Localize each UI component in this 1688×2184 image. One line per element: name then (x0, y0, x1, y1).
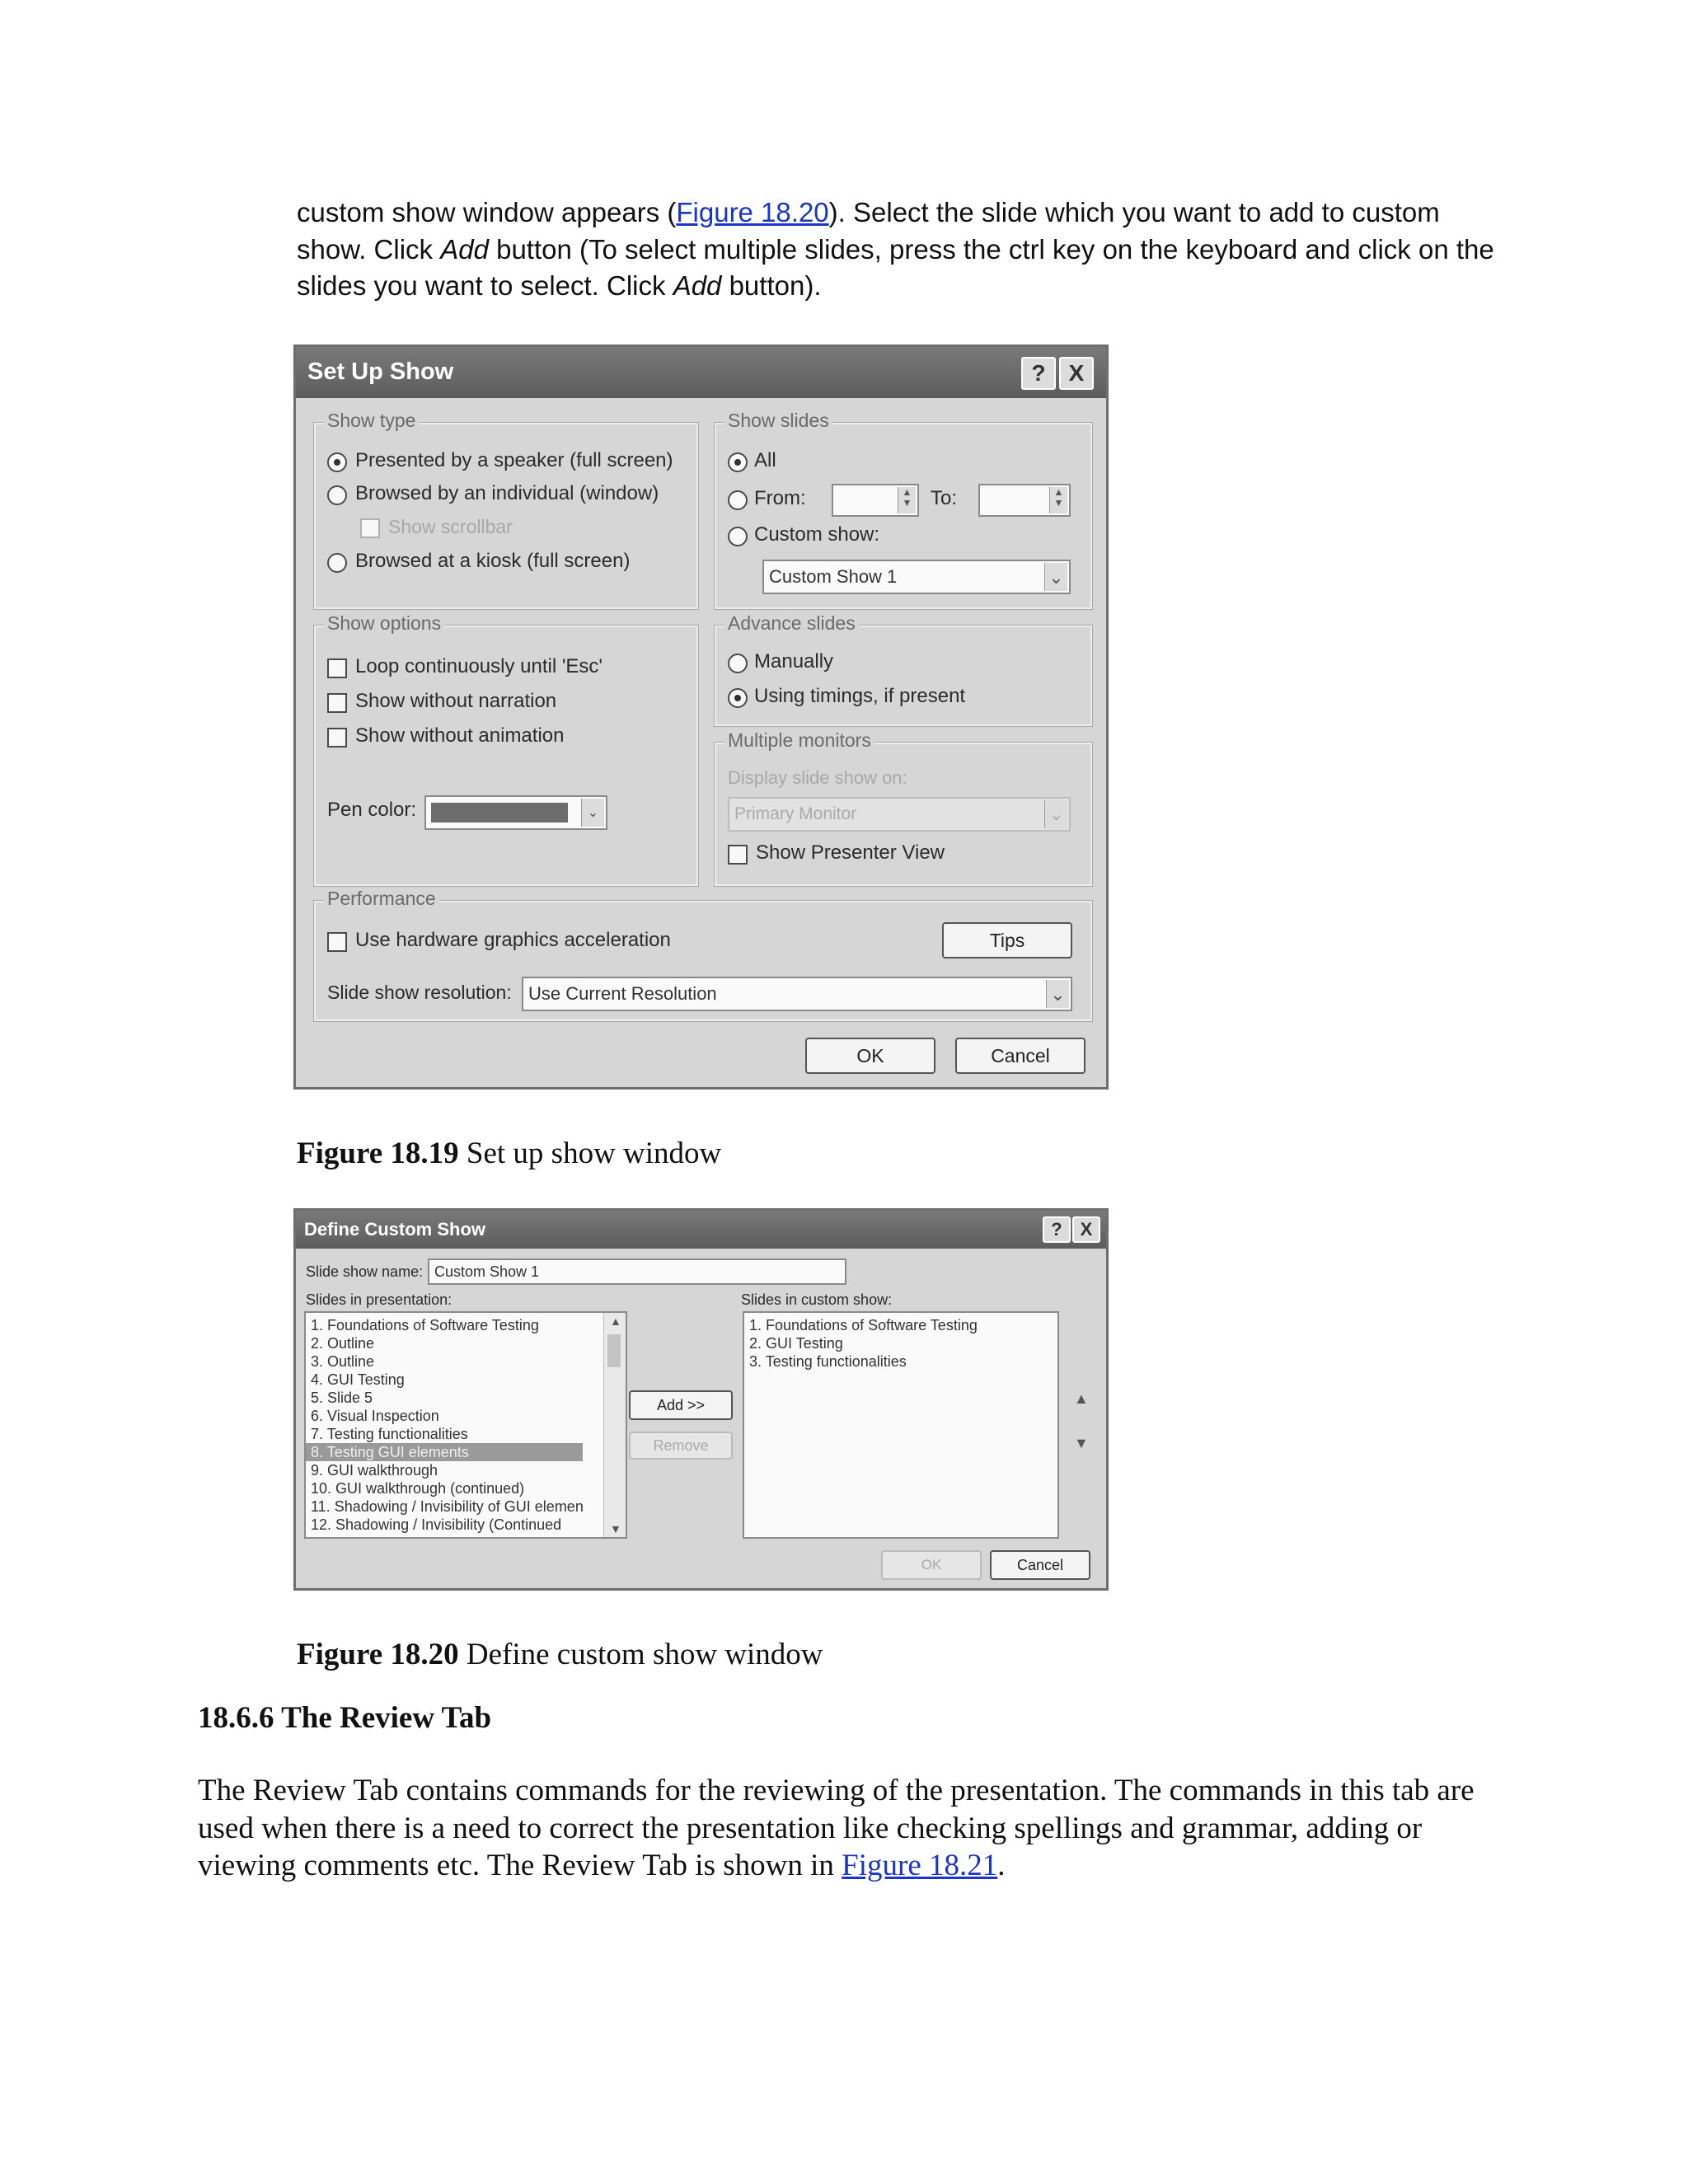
scrollbar[interactable] (603, 1313, 626, 1537)
manually-radio[interactable] (728, 654, 748, 673)
body-paragraph (198, 1772, 1484, 1885)
pen-color-swatch (431, 803, 568, 823)
move-down-icon[interactable]: ▼ (1074, 1435, 1089, 1451)
move-up-icon[interactable]: ▲ (1074, 1390, 1089, 1407)
spinner-arrows-icon[interactable]: ▲ ▼ (1049, 487, 1067, 513)
chevron-down-icon[interactable]: ⌄ (1044, 800, 1067, 828)
list-item[interactable]: 12. Shadowing / Invisibility (Continued (311, 1516, 562, 1533)
custom-show-slides-list[interactable] (743, 1311, 1059, 1539)
display-on-label: Display slide show on: (728, 767, 907, 788)
intro-paragraph (297, 194, 1500, 305)
slide-show-name-value: Custom Show 1 (434, 1263, 540, 1280)
intro-text: button). (721, 270, 822, 301)
cancel-button[interactable]: Cancel (990, 1550, 1090, 1580)
scroll-up-icon[interactable]: ▲ (610, 1315, 621, 1328)
pen-color-label: Pen color: (327, 799, 417, 821)
hw-accel-label: Use hardware graphics acceleration (355, 929, 671, 951)
performance-title: Performance (324, 888, 439, 910)
ok-button[interactable]: OK (805, 1038, 935, 1074)
presenter-view-label: Show Presenter View (756, 841, 945, 864)
browsed-individual-label: Browsed by an individual (window) (355, 482, 659, 504)
loop-checkbox[interactable] (327, 658, 347, 678)
loop-label: Loop continuously until 'Esc' (355, 655, 603, 677)
custom-show-value: Custom Show 1 (769, 566, 898, 587)
intro-text: custom show window appears ( (297, 197, 677, 227)
list-item[interactable]: 3. Testing functionalities (749, 1353, 907, 1370)
define-custom-show-dialog (293, 1208, 1109, 1591)
from-spinner[interactable] (832, 484, 919, 517)
intro-text: ). Select the slide which you want to add to custom show. Click (297, 197, 1440, 265)
body-text: The Review Tab contains commands for the reviewing of the presentation. The commands in this tab are used when there is a need to correct the presentation like checking spellings and grammar, adding or viewing comments etc. The Review Tab is shown in (198, 1774, 1475, 1882)
chevron-down-icon[interactable]: ⌄ (1044, 563, 1067, 591)
caption-text: Define custom show window (458, 1638, 823, 1671)
remove-button[interactable]: Remove (629, 1432, 733, 1460)
show-scrollbar-checkbox[interactable] (360, 518, 380, 538)
presentation-slides-list[interactable] (304, 1311, 627, 1539)
spinner-arrows-icon[interactable]: ▲ ▼ (898, 487, 916, 513)
help-icon[interactable]: ? (1043, 1216, 1071, 1243)
show-scrollbar-label: Show scrollbar (388, 516, 513, 537)
timings-radio[interactable] (728, 688, 748, 708)
from-label: From: (754, 487, 806, 509)
multiple-monitors-title: Multiple monitors (724, 729, 874, 752)
list-item[interactable]: 8. Testing GUI elements (306, 1443, 583, 1461)
to-spinner[interactable] (978, 484, 1071, 517)
tips-button[interactable]: Tips (942, 922, 1072, 958)
from-radio[interactable] (728, 490, 748, 510)
close-icon[interactable]: X (1059, 357, 1094, 390)
all-slides-label: All (754, 449, 776, 471)
title-bar (296, 1211, 1106, 1249)
show-slides-title: Show slides (724, 410, 832, 432)
list-item[interactable]: 4. GUI Testing (311, 1371, 405, 1388)
advance-slides-group (715, 626, 1092, 726)
slides-in-presentation-label: Slides in presentation: (306, 1291, 452, 1308)
dialog-title: Set Up Show (307, 359, 454, 385)
figure-number: Figure 18.20 (297, 1638, 459, 1671)
figure-18-20-link[interactable]: Figure 18.20 (676, 197, 829, 227)
ok-button[interactable]: OK (881, 1550, 982, 1580)
advance-slides-title: Advance slides (724, 612, 859, 635)
intro-text: button (To select multiple slides, press the ctrl key on the keyboard and click on the slides you want to select. Click (297, 233, 1494, 301)
list-item[interactable]: 3. Outline (311, 1353, 375, 1370)
to-label: To: (931, 487, 958, 509)
timings-label: Using timings, if present (754, 685, 966, 707)
list-item[interactable]: 1. Foundations of Software Testing (311, 1317, 539, 1333)
close-icon[interactable]: X (1072, 1216, 1100, 1243)
manually-label: Manually (754, 650, 834, 673)
list-item[interactable]: 7. Testing functionalities (311, 1426, 468, 1442)
browsed-kiosk-radio[interactable] (327, 553, 347, 573)
help-icon[interactable]: ? (1021, 357, 1056, 390)
browsed-individual-radio[interactable] (327, 485, 347, 505)
no-animation-checkbox[interactable] (327, 728, 347, 748)
add-button[interactable]: Add >> (629, 1390, 733, 1420)
chevron-down-icon[interactable]: ⌄ (581, 799, 604, 827)
monitor-dropdown[interactable] (728, 797, 1071, 832)
slide-show-name-input[interactable] (428, 1258, 846, 1285)
resolution-value: Use Current Resolution (528, 983, 717, 1004)
cancel-button[interactable]: Cancel (955, 1038, 1085, 1074)
pen-color-dropdown[interactable] (424, 795, 607, 830)
custom-show-radio[interactable] (728, 527, 748, 546)
list-item[interactable]: 2. Outline (311, 1335, 375, 1352)
body-end: . (997, 1849, 1006, 1882)
monitor-value: Primary Monitor (734, 804, 857, 823)
presenter-view-checkbox[interactable] (728, 845, 748, 865)
list-item[interactable]: 10. GUI walkthrough (continued) (311, 1480, 525, 1497)
caption-text: Set up show window (458, 1137, 722, 1170)
figure-18-20-caption (297, 1637, 823, 1672)
custom-show-dropdown[interactable] (762, 560, 1071, 594)
presented-radio[interactable] (327, 452, 347, 472)
list-item[interactable]: 9. GUI walkthrough (311, 1462, 438, 1479)
show-options-title: Show options (324, 612, 444, 635)
list-item[interactable]: 11. Shadowing / Invisibility of GUI elemen (311, 1498, 584, 1515)
slides-in-custom-show-label: Slides in custom show: (741, 1291, 893, 1308)
title-bar (296, 347, 1106, 398)
list-item[interactable]: 6. Visual Inspection (311, 1408, 439, 1424)
scroll-thumb[interactable] (607, 1334, 621, 1367)
list-item[interactable]: 1. Foundations of Software Testing (749, 1317, 978, 1333)
add-emphasis: Add (440, 233, 489, 265)
dialog-title: Define Custom Show (304, 1219, 486, 1240)
resolution-dropdown[interactable] (522, 977, 1072, 1011)
custom-show-label: Custom show: (754, 523, 880, 546)
no-narration-label: Show without narration (355, 690, 557, 712)
scroll-down-icon[interactable]: ▼ (610, 1522, 621, 1535)
show-type-title: Show type (324, 410, 419, 432)
list-item[interactable]: 5. Slide 5 (311, 1390, 373, 1406)
add-emphasis: Add (673, 270, 722, 301)
no-narration-checkbox[interactable] (327, 693, 347, 713)
chevron-down-icon[interactable]: ⌄ (1046, 980, 1069, 1008)
presented-label: Presented by a speaker (full screen) (355, 449, 673, 471)
section-heading: 18.6.6 The Review Tab (198, 1701, 492, 1735)
figure-18-19-caption (297, 1136, 721, 1171)
hw-accel-checkbox[interactable] (327, 932, 347, 952)
set-up-show-dialog (293, 344, 1109, 1090)
list-item[interactable]: 2. GUI Testing (749, 1335, 843, 1352)
all-slides-radio[interactable] (728, 452, 748, 472)
figure-number: Figure 18.19 (297, 1137, 459, 1170)
no-animation-label: Show without animation (355, 724, 565, 747)
slide-show-name-label: Slide show name: (306, 1263, 424, 1280)
browsed-kiosk-label: Browsed at a kiosk (full screen) (355, 550, 631, 572)
figure-18-21-link[interactable]: Figure 18.21 (842, 1849, 998, 1882)
resolution-label: Slide show resolution: (327, 982, 512, 1003)
